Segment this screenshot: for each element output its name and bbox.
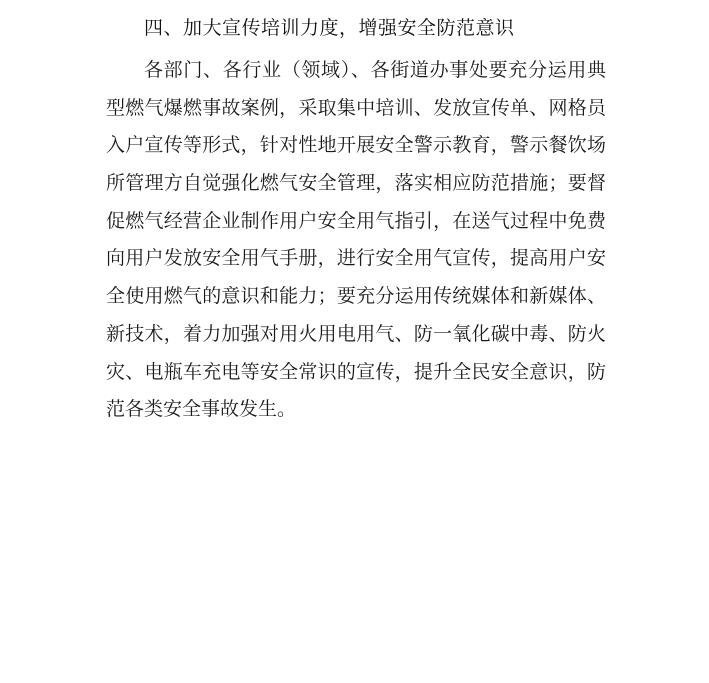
paragraph-line-3: 入户宣传等形式，针对性地开展安全警示教育，警示餐饮场 [106,134,606,157]
paragraph-line-6: 向用户发放安全用气手册，进行安全用气宣传，提高用户安 [106,247,606,270]
section-heading: 四、加大宣传培训力度，增强安全防范意识 [144,17,515,39]
paragraph-line-8: 新技术，着力加强对用火用电用气、防一氧化碳中毒、防火 [106,322,606,345]
paragraph-line-10: 范各类安全事故发生。 [106,398,297,421]
body-paragraph [106,52,606,429]
paragraph-line-1: 各部门、各行业（领域）、各街道办事处要充分运用典 [144,59,606,81]
paragraph-line-9: 灾、电瓶车充电等安全常识的宣传，提升全民安全意识，防 [106,360,606,383]
paragraph-line-5: 促燃气经营企业制作用户安全用气指引，在送气过程中免费 [106,209,606,232]
paragraph-line-4: 所管理方自觉强化燃气安全管理，落实相应防范措施；要督 [106,172,606,195]
paragraph-line-2: 型燃气爆燃事故案例，采取集中培训、发放宣传单、网格员 [106,96,606,119]
paragraph-line-7: 全使用燃气的意识和能力；要充分运用传统媒体和新媒体、 [106,285,606,308]
